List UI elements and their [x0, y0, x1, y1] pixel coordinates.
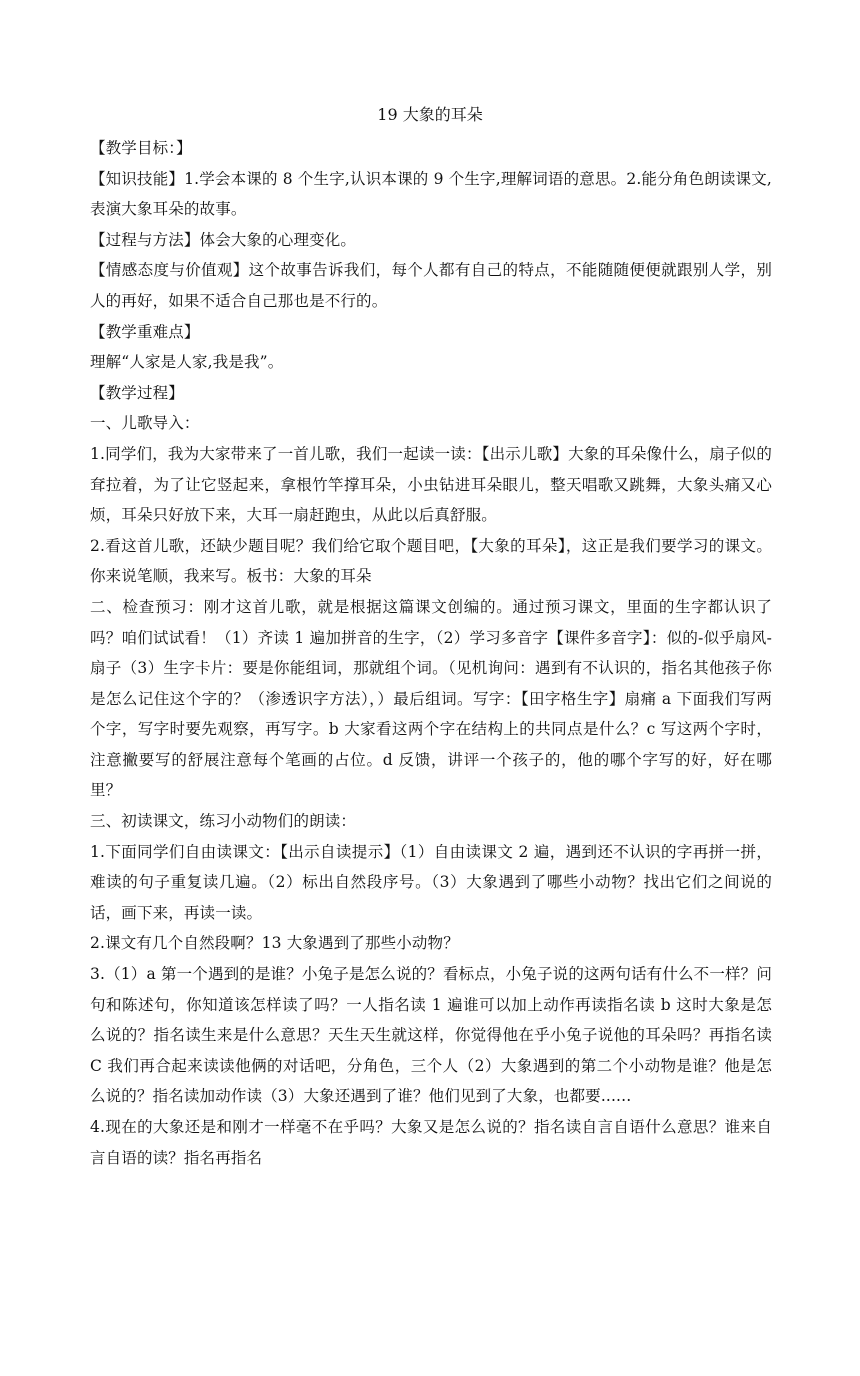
document-body [90, 133, 772, 1173]
section-heading-part-one: 一、儿歌导入： [90, 414, 200, 433]
paragraph-step-1-1: 1.同学们，我为大家带来了一首儿歌，我们一起读一读：【出示儿歌】大象的耳朵像什么，扇子似的耷拉着，为了让它竖起来，拿根竹竿撑耳朵，小虫钻进耳朵眼儿，整天唱歌又跳舞，大象头痛又心烦，耳朵只好放下来，大耳一扇赶跑虫，从此以后真舒服。 [90, 444, 772, 525]
paragraph-key-points: 理解“人家是人家,我是我”。 [90, 353, 284, 372]
paragraph-step-3-3: 3.（1）a 第一个遇到的是谁？小兔子是怎么说的？看标点，小兔子说的这两句话有什么不一样？问句和陈述句，你知道该怎样读了吗？一人指名读 1 遍谁可以加上动作再读指名读 b 这时大象是怎么说的？指名读生来是什么意思？天生天生就这样，你觉得他在乎小兔子说他的耳朵吗？再指名读 C 我们再合起来读读他俩的对话吧，分角色，三个人（2）大象遇到的第二个小动物是谁？他是怎么说的？指名读加动作读（3）大象还遇到了谁？他们见到了大象，也都要...... [90, 965, 772, 1106]
section-heading-objectives: 【教学目标：】 [90, 139, 192, 157]
section-heading-part-three: 三、初读课文，练习小动物们的朗读： [90, 812, 357, 831]
paragraph-attitudes-values: 【情感态度与价值观】这个故事告诉我们，每个人都有自己的特点，不能随随便便就跟别人学，别人的再好，如果不适合自己那也是不行的。 [90, 261, 772, 310]
section-heading-key-points: 【教学重难点】 [90, 322, 200, 341]
paragraph-process-methods: 【过程与方法】体会大象的心理变化。 [90, 230, 357, 249]
paragraph-step-1-2: 2.看这首儿歌，还缺少题目呢？我们给它取个题目吧，【大象的耳朵】，这正是我们要学习的课文。你来说笔顺，我来写。板书：大象的耳朵 [90, 536, 772, 586]
paragraph-knowledge-skills: 【知识技能】1.学会本课的 8 个生字,认识本课的 9 个生字,理解词语的意思。2.能分角色朗读课文,表演大象耳朵的故事。 [90, 169, 772, 219]
paragraph-step-3-4: 4.现在的大象还是和刚才一样毫不在乎吗？大象又是怎么说的？指名读自言自语什么意思？谁来自言自语的读？指名再指名 [90, 1118, 772, 1167]
paragraph-part-two: 二、检查预习：刚才这首儿歌，就是根据这篇课文创编的。通过预习课文，里面的生字都认识了吗？咱们试试看！（1）齐读 1 遍加拼音的生字，（2）学习多音字【课件多音字】：似的-似乎扇风-扇子（3）生字卡片：要是你能组词，那就组个词。（见机询问：遇到有不认识的，指名其他孩子你是怎么记住这个字的？（渗透识字方法），）最后组词。写字：【田字格生字】扇痛 a 下面我们写两个字，写字时要先观察，再写字。b 大家看这两个字在结构上的共同点是什么？c 写这两个字时，注意撇要写的舒展注意每个笔画的占位。d 反馈，讲评一个孩子的，他的哪个字写的好，好在哪里？ [90, 597, 772, 800]
paragraph-step-3-2: 2.课文有几个自然段啊？13 大象遇到了那些小动物？ [90, 934, 459, 953]
section-heading-process: 【教学过程】 [90, 383, 184, 402]
paragraph-step-3-1: 1.下面同学们自由读课文：【出示自读提示】（1）自由读课文 2 遍，遇到还不认识的字再拼一拼，难读的句子重复读几遍。（2）标出自然段序号。（3）大象遇到了哪些小动物？找出它们之间说的话，画下来，再读一读。 [90, 842, 772, 922]
document-title: 19 大象的耳朵 [377, 105, 483, 124]
